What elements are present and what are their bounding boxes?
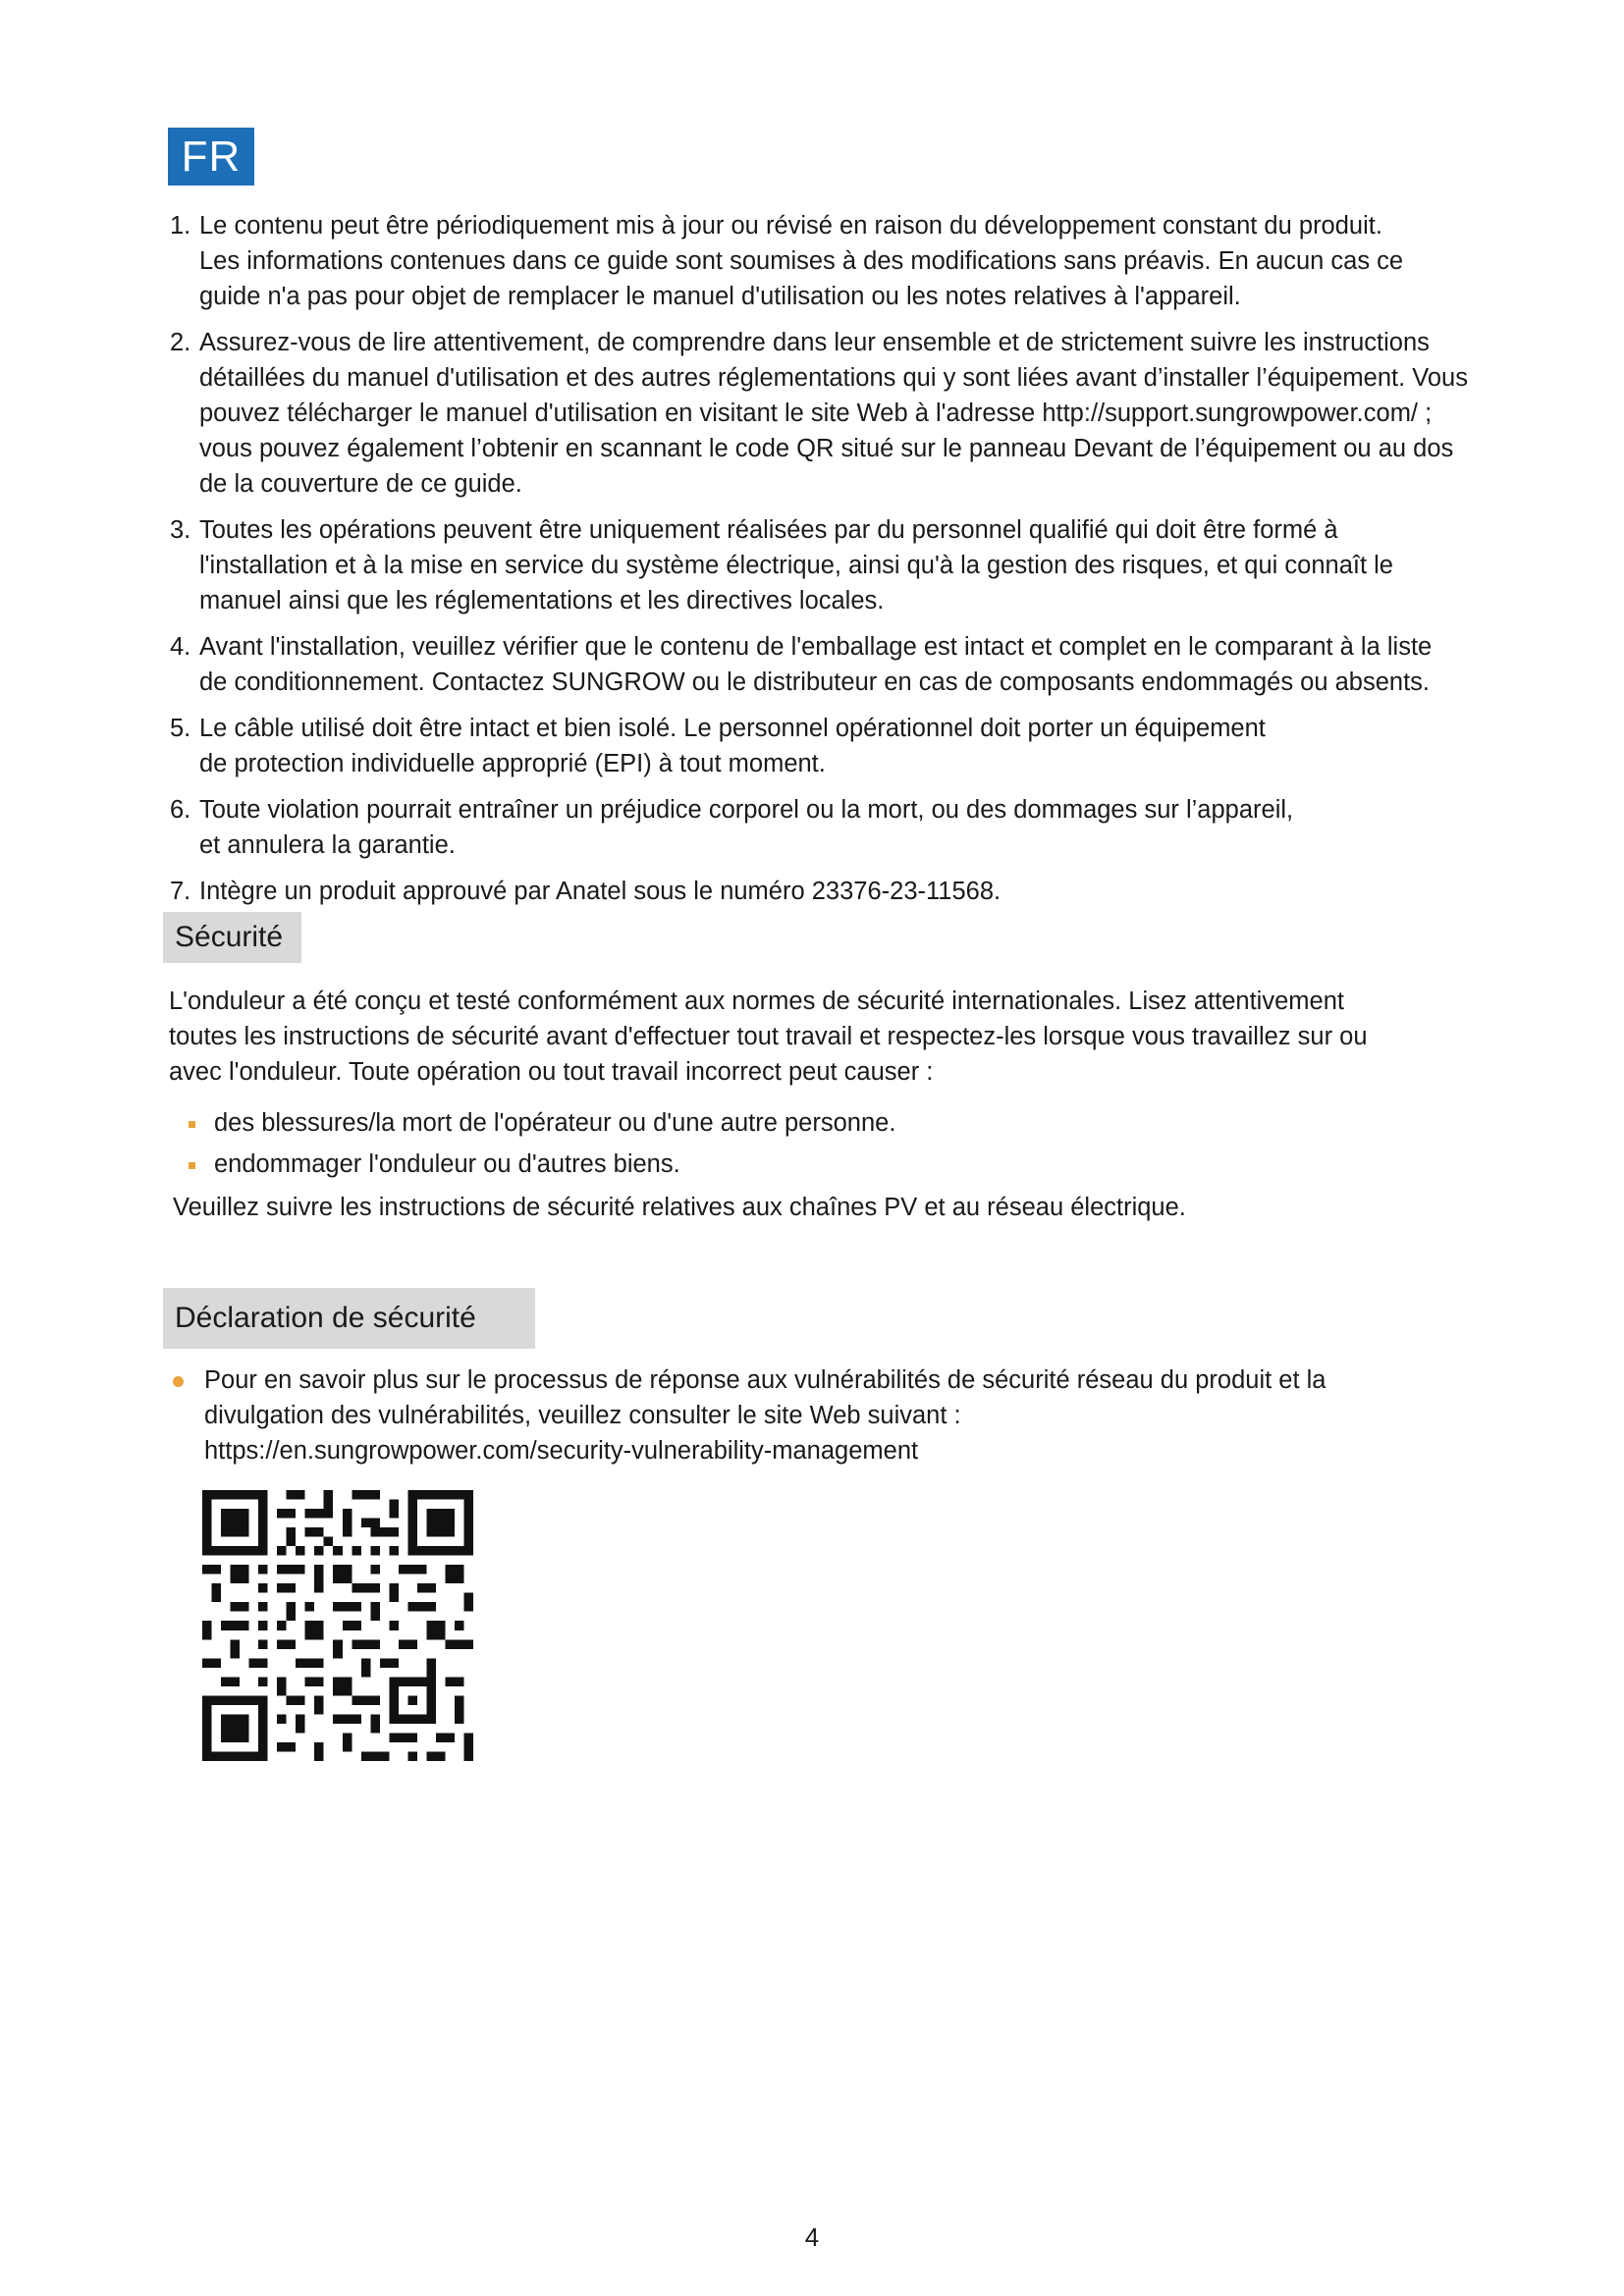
square-bullet-icon <box>189 1121 195 1128</box>
notice-number: 6. <box>170 796 191 824</box>
qr-code-icon <box>202 1490 473 1761</box>
page-number: 4 <box>804 2222 820 2252</box>
notice-text: Assurez-vous de lire attentivement, de comprendre dans leur ensemble et de strictement suivre les instructions <box>199 329 1430 356</box>
square-bullet-icon <box>189 1162 195 1169</box>
notice-item <box>162 325 1517 502</box>
notice-text: vous pouvez également l’obtenir en scannant le code QR situé sur le panneau Devant de l’équipement ou au dos <box>199 435 1454 462</box>
notice-text: Les informations contenues dans ce guide sont soumises à des modifications sans préavis. En aucun cas ce <box>199 247 1404 275</box>
security-intro-line: toutes les instructions de sécurité avant d'effectuer tout travail et respectez-les lorsque vous travaillez sur ou <box>169 1023 1368 1050</box>
notice-text: pouvez télécharger le manuel d'utilisation en visitant le site Web à l'adresse http://support.sungrowpower.com/ ; <box>199 400 1433 427</box>
notice-item <box>162 629 1517 700</box>
language-badge: FR <box>168 128 254 186</box>
notice-text: Le contenu peut être périodiquement mis à jour ou révisé en raison du développement constant du produit. <box>199 212 1382 240</box>
notice-text: guide n'a pas pour objet de remplacer le manuel d'utilisation ou les notes relatives à l'appareil. <box>199 283 1241 310</box>
security-intro-line: avec l'onduleur. Toute opération ou tout travail incorrect peut causer : <box>169 1058 934 1086</box>
notice-list <box>162 208 1517 920</box>
security-heading: Sécurité <box>163 912 301 963</box>
declaration-line: divulgation des vulnérabilités, veuillez consulter le site Web suivant : <box>204 1402 961 1429</box>
notice-text: de conditionnement. Contactez SUNGROW ou le distributeur en cas de composants endommagés ou absents. <box>199 668 1430 696</box>
security-closing: Veuillez suivre les instructions de sécurité relatives aux chaînes PV et au réseau électrique. <box>173 1194 1186 1221</box>
bullet-text: endommager l'onduleur ou d'autres biens. <box>214 1150 680 1178</box>
notice-item <box>162 792 1517 863</box>
notice-text: l'installation et à la mise en service du système électrique, ainsi qu'à la gestion des risques, et qui connaît le <box>199 552 1393 579</box>
notice-text: de protection individuelle approprié (EPI) à tout moment. <box>199 750 826 777</box>
notice-item <box>162 874 1517 909</box>
security-bullets <box>185 1105 895 1188</box>
notice-text: Le câble utilisé doit être intact et bien isolé. Le personnel opérationnel doit porter un équipement <box>199 715 1266 742</box>
notice-number: 1. <box>170 212 191 240</box>
notice-text: manuel ainsi que les réglementations et les directives locales. <box>199 587 885 614</box>
notice-text: de la couverture de ce guide. <box>199 470 522 498</box>
security-intro <box>169 984 1368 1090</box>
notice-item <box>162 512 1517 618</box>
security-intro-line: L'onduleur a été conçu et testé conformément aux normes de sécurité internationales. Lisez attentivement <box>169 988 1344 1015</box>
list-item <box>185 1147 895 1182</box>
declaration-line: Pour en savoir plus sur le processus de réponse aux vulnérabilités de sécurité réseau du produit et la <box>204 1366 1326 1394</box>
notice-number: 7. <box>170 878 191 905</box>
list-item <box>185 1105 895 1141</box>
notice-number: 3. <box>170 516 191 544</box>
security-declaration-text <box>167 1362 1481 1468</box>
notice-number: 5. <box>170 715 191 742</box>
notice-text: Toutes les opérations peuvent être uniquement réalisées par du personnel qualifié qui doit être formé à <box>199 516 1338 544</box>
notice-number: 4. <box>170 633 191 661</box>
notice-text: et annulera la garantie. <box>199 831 456 859</box>
notice-item <box>162 711 1517 781</box>
notice-text: Avant l'installation, veuillez vérifier que le contenu de l'emballage est intact et complet en le comparant à la liste <box>199 633 1433 661</box>
notice-text: détaillées du manuel d'utilisation et des autres réglementations qui y sont liées avant d’installer l’équipement. Vous <box>199 364 1468 392</box>
security-declaration-heading: Déclaration de sécurité <box>163 1288 535 1349</box>
notice-number: 2. <box>170 329 191 356</box>
notice-text: Intègre un produit approuvé par Anatel sous le numéro 23376-23-11568. <box>199 878 1001 905</box>
declaration-url[interactable]: https://en.sungrowpower.com/security-vulnerability-management <box>204 1437 919 1465</box>
dot-bullet-icon <box>173 1376 184 1387</box>
notice-item <box>162 208 1517 314</box>
notice-text: Toute violation pourrait entraîner un préjudice corporel ou la mort, ou des dommages sur l’appareil, <box>199 796 1294 824</box>
bullet-text: des blessures/la mort de l'opérateur ou d'une autre personne. <box>214 1109 896 1137</box>
